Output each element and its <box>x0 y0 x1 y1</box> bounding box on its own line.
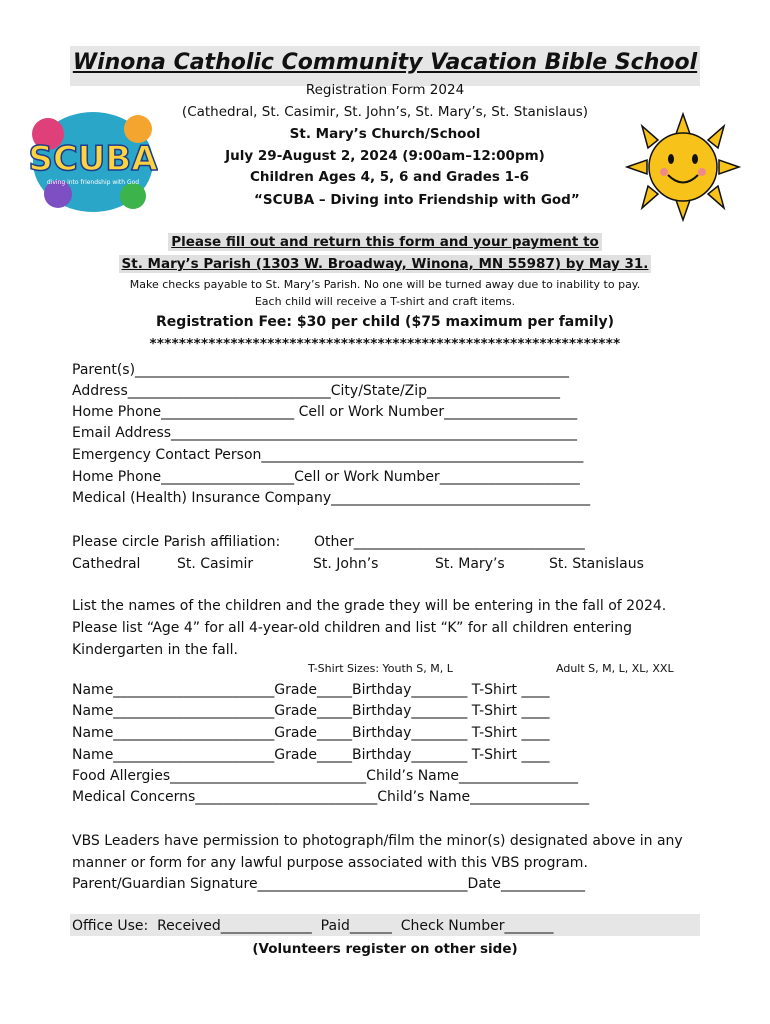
tshirt-youth-sizes: T-Shirt Sizes: Youth S, M, L <box>308 662 453 675</box>
parish-option-cathedral[interactable]: Cathedral <box>72 556 141 572</box>
food-allergies-field[interactable]: Food Allergies____________________________Child’s Name_________________ <box>72 768 578 784</box>
medical-concerns-field[interactable]: Medical Concerns__________________________Child’s Name_________________ <box>72 789 590 805</box>
signature-field[interactable]: Parent/Guardian Signature______________________________Date____________ <box>72 876 586 892</box>
parish-option-st-marys[interactable]: St. Mary’s <box>435 556 505 572</box>
instructions-line1: Please fill out and return this form and your payment to <box>0 234 770 250</box>
emergency-phone-field[interactable]: Home Phone___________________Cell or Work Number____________________ <box>72 469 580 485</box>
child-row[interactable]: Name_______________________Grade_____Birthday________ T-Shirt ____ <box>72 682 550 698</box>
children-instructions-3: Kindergarten in the fall. <box>72 642 238 658</box>
address-field[interactable]: Address_____________________________City/State/Zip___________________ <box>72 383 561 399</box>
child-row[interactable]: Name_______________________Grade_____Birthday________ T-Shirt ____ <box>72 703 550 719</box>
children-instructions-1: List the names of the children and the grade they will be entering in the fall of 2024. <box>72 598 667 614</box>
parish-list: (Cathedral, St. Casimir, St. John’s, St. Mary’s, St. Stanislaus) <box>181 104 589 120</box>
parish-option-st-johns[interactable]: St. John’s <box>313 556 379 572</box>
permission-line1: VBS Leaders have permission to photograph/film the minor(s) designated above in any <box>72 833 683 849</box>
instructions-line2: St. Mary’s Parish (1303 W. Broadway, Winona, MN 55987) by May 31. <box>0 256 770 272</box>
email-field[interactable]: Email Address__________________________________________________________ <box>72 425 578 441</box>
permission-line2: manner or form for any lawful purpose associated with this VBS program. <box>72 855 588 871</box>
divider-stars: **************************************************************** <box>149 336 621 352</box>
children-instructions-2: Please list “Age 4” for all 4-year-old children and list “K” for all children entering <box>72 620 632 636</box>
event-dates: July 29-August 2, 2024 (9:00am–12:00pm) <box>225 148 545 164</box>
tshirt-note: Each child will receive a T-shirt and craft items. <box>254 295 516 308</box>
parish-option-st-casimir[interactable]: St. Casimir <box>177 556 254 572</box>
theme: “SCUBA – Diving into Friendship with God” <box>254 192 580 208</box>
parent-field[interactable]: Parent(s)______________________________________________________________ <box>72 362 570 378</box>
eligible-ages: Children Ages 4, 5, 6 and Grades 1-6 <box>250 169 529 185</box>
insurance-field[interactable]: Medical (Health) Insurance Company_____________________________________ <box>72 490 591 506</box>
tshirt-adult-sizes: Adult S, M, L, XL, XXL <box>556 662 674 675</box>
parish-other-field[interactable]: Other_________________________________ <box>314 534 585 550</box>
child-row[interactable]: Name_______________________Grade_____Birthday________ T-Shirt ____ <box>72 725 550 741</box>
location: St. Mary’s Church/School <box>289 126 481 142</box>
logo-tagline: diving into friendship with God <box>46 179 140 186</box>
child-row[interactable]: Name_______________________Grade_____Birthday________ T-Shirt ____ <box>72 747 550 763</box>
registration-fee: Registration Fee: $30 per child ($75 maximum per family) <box>156 314 614 330</box>
form-subtitle: Registration Form 2024 <box>305 82 465 98</box>
home-phone-field[interactable]: Home Phone___________________ Cell or Work Number___________________ <box>72 404 578 420</box>
logo-text: SCUBA <box>28 139 158 179</box>
payment-note: Make checks payable to St. Mary’s Parish. No one will be turned away due to inability to pay. <box>129 278 641 291</box>
office-use-line: Office Use: Received_____________ Paid______ Check Number_______ <box>72 918 554 934</box>
volunteers-note: (Volunteers register on other side) <box>252 941 518 957</box>
page-title: Winona Catholic Community Vacation Bible School <box>72 50 698 75</box>
parish-prompt: Please circle Parish affiliation: <box>72 534 281 550</box>
emergency-contact-field[interactable]: Emergency Contact Person______________________________________________ <box>72 447 584 463</box>
parish-option-st-stanislaus[interactable]: St. Stanislaus <box>549 556 644 572</box>
